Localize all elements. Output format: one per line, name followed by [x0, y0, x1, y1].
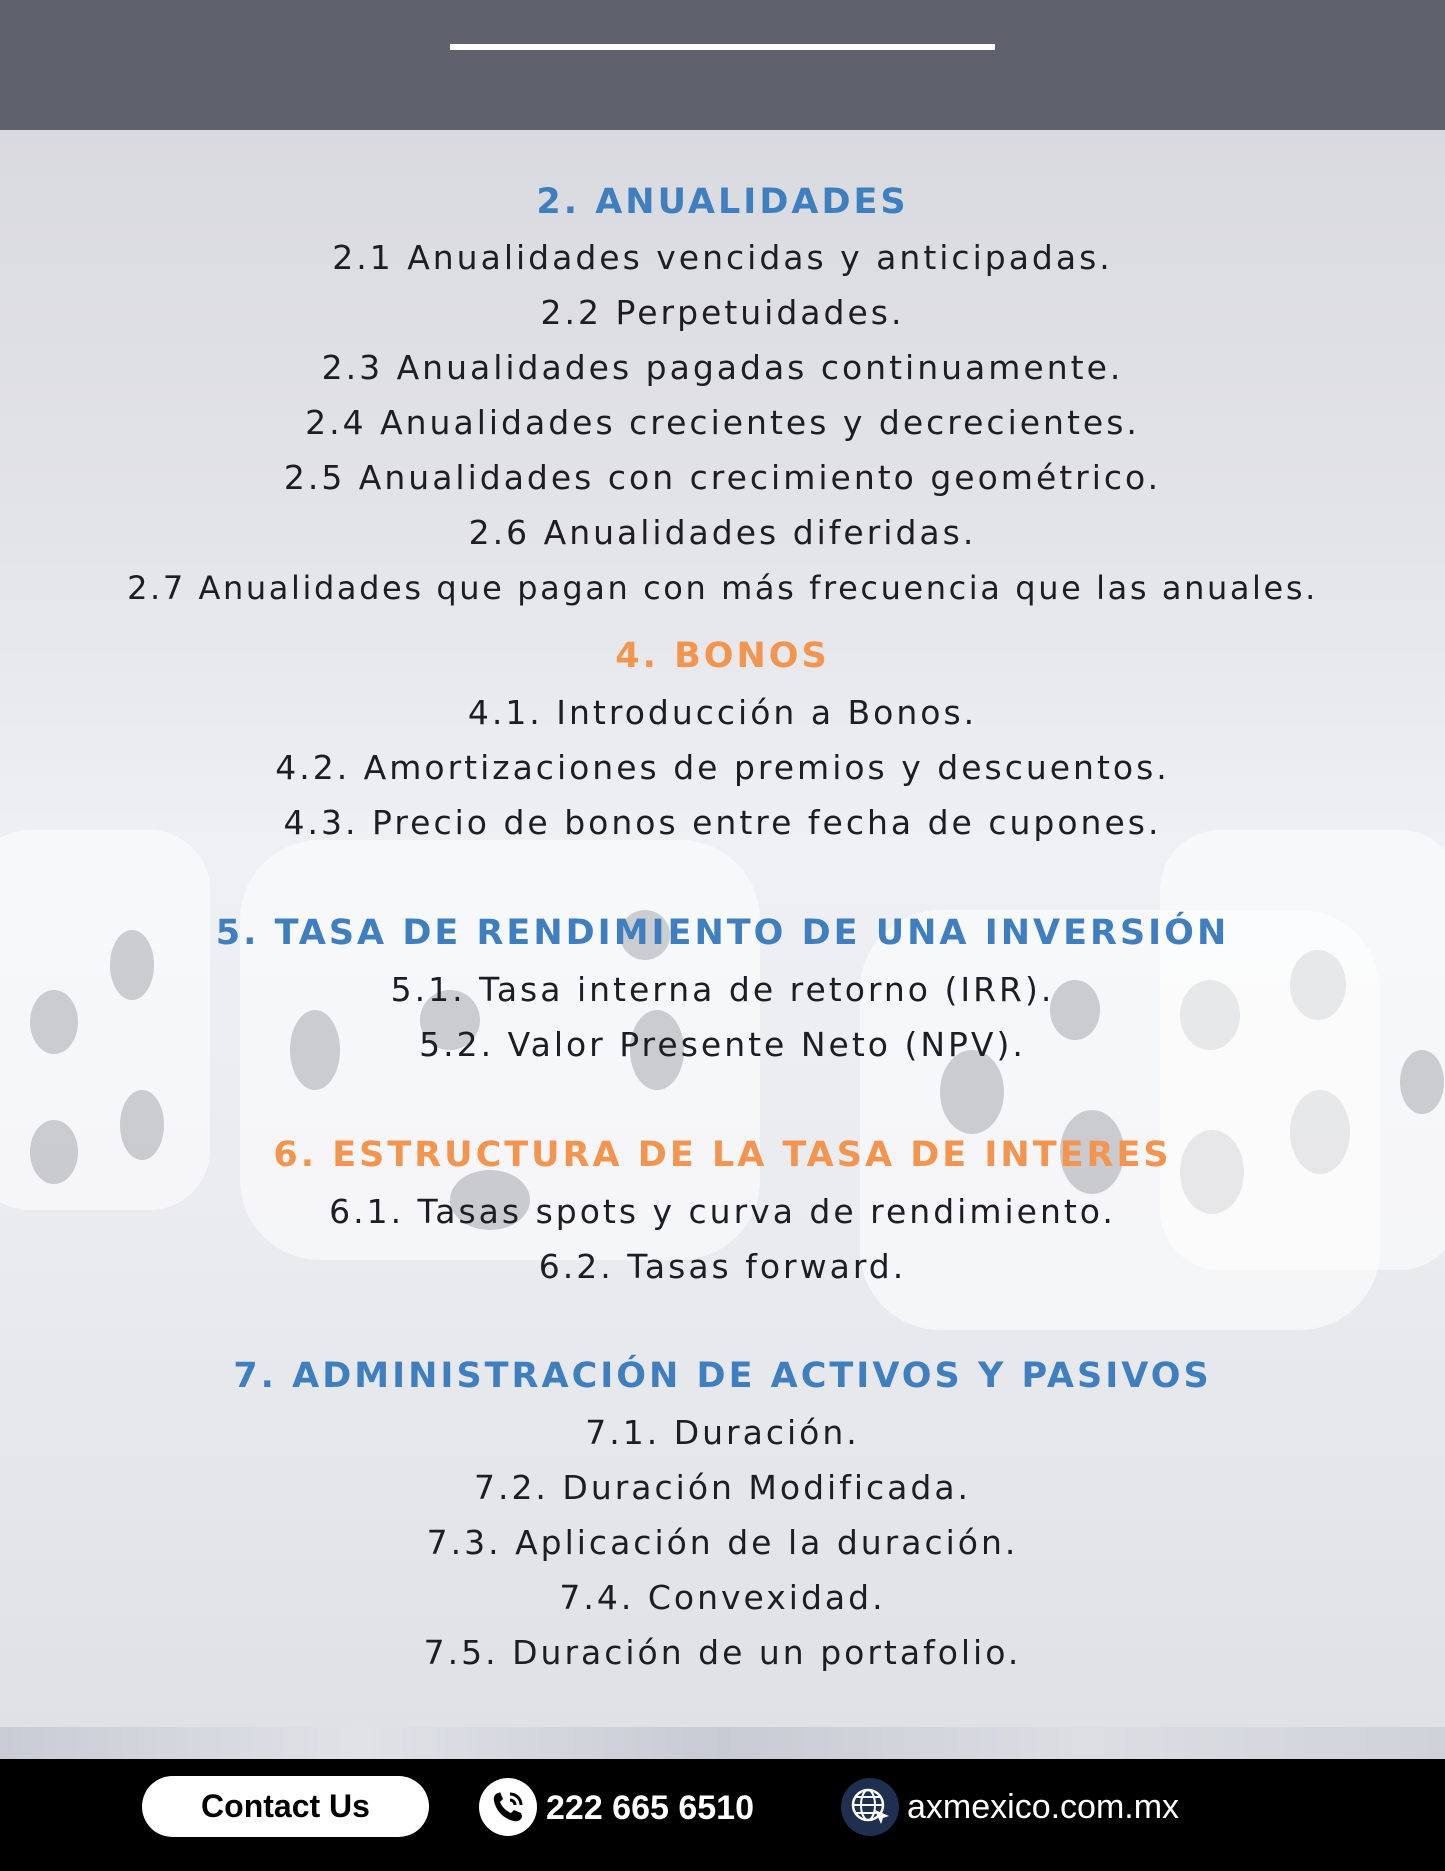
- decorative-strip: [0, 1727, 1445, 1759]
- list-item: 7.3. Aplicación de la duración.: [426, 1523, 1019, 1562]
- list-item: 2.4 Anualidades crecientes y decrecientes.: [305, 403, 1140, 442]
- list-item: 7.4. Convexidad.: [559, 1578, 886, 1617]
- list-item: 4.2. Amortizaciones de premios y descuentos.: [275, 748, 1170, 787]
- list-item: 2.2 Perpetuidades.: [540, 293, 905, 332]
- list-item: 2.7 Anualidades que pagan con más frecuencia que las anuales.: [127, 569, 1318, 607]
- list-item: 4.1. Introducción a Bonos.: [467, 693, 978, 732]
- section-heading-estructura-tasa: 6. ESTRUCTURA DE LA TASA DE INTERES: [273, 1135, 1172, 1175]
- section-heading-administracion: 7. ADMINISTRACIÓN DE ACTIVOS Y PASIVOS: [233, 1356, 1212, 1396]
- list-item: 7.5. Duración de un portafolio.: [423, 1633, 1022, 1672]
- website-link[interactable]: axmexico.com.mx: [907, 1788, 1180, 1826]
- header-rule: [450, 44, 995, 50]
- list-item: 7.1. Duración.: [585, 1413, 860, 1452]
- section-heading-anualidades: 2. ANUALIDADES: [536, 182, 909, 222]
- section-heading-tasa-rendimiento: 5. TASA DE RENDIMIENTO DE UNA INVERSIÓN: [215, 913, 1230, 953]
- list-item: 2.1 Anualidades vencidas y anticipadas.: [332, 238, 1113, 277]
- globe-cursor-icon: [841, 1778, 899, 1836]
- list-item: 6.2. Tasas forward.: [538, 1247, 907, 1286]
- list-item: 4.3. Precio de bonos entre fecha de cupones.: [283, 803, 1162, 842]
- contact-us-button[interactable]: Contact Us: [142, 1776, 429, 1837]
- list-item: 2.6 Anualidades diferidas.: [468, 513, 977, 552]
- phone-number[interactable]: 222 665 6510: [546, 1789, 754, 1827]
- phone-icon: [479, 1778, 537, 1836]
- section-heading-bonos: 4. BONOS: [615, 636, 830, 676]
- list-item: 7.2. Duración Modificada.: [473, 1468, 972, 1507]
- list-item: 2.5 Anualidades con crecimiento geométrico.: [283, 458, 1162, 497]
- list-item: 5.2. Valor Presente Neto (NPV).: [419, 1025, 1026, 1064]
- list-item: 6.1. Tasas spots y curva de rendimiento.: [329, 1192, 1116, 1231]
- list-item: 5.1. Tasa interna de retorno (IRR).: [390, 970, 1055, 1009]
- header-bar: [0, 0, 1445, 130]
- list-item: 2.3 Anualidades pagadas continuamente.: [321, 348, 1124, 387]
